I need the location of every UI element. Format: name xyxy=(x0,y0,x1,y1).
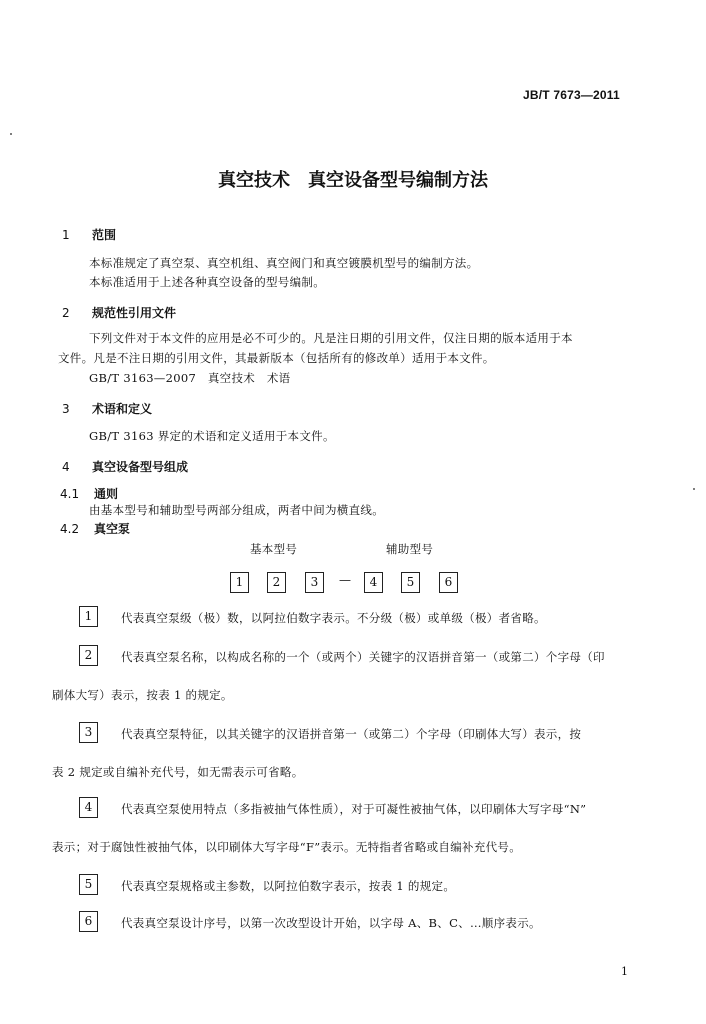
section-number: 4.2 xyxy=(60,522,80,536)
model-code-box: 4 xyxy=(364,572,383,593)
section-number: 3 xyxy=(62,402,70,416)
section-4-2-heading xyxy=(60,520,130,537)
item-number-box: 2 xyxy=(79,645,98,666)
item-description: 代表真空泵使用特点（多指被抽气体性质），对于可凝性被抽气体，以印刷体大写字母“N” xyxy=(121,802,587,816)
section-4-heading xyxy=(62,458,188,475)
basic-model-label: 基本型号 xyxy=(250,542,298,556)
paragraph: 本标准适用于上述各种真空设备的型号编制。 xyxy=(89,275,325,289)
section-number: 2 xyxy=(62,306,70,320)
paragraph: GB/T 3163 界定的术语和定义适用于本文件。 xyxy=(89,429,335,443)
page-title: 真空技术 真空设备型号编制方法 xyxy=(218,170,488,191)
item-number-box: 3 xyxy=(79,722,98,743)
section-title: 范围 xyxy=(92,228,117,242)
section-number: 4.1 xyxy=(60,487,80,501)
item-description: 代表真空泵名称，以构成名称的一个（或两个）关键字的汉语拼音第一（或第二）个字母（印 xyxy=(121,650,605,664)
scan-speck xyxy=(693,488,695,490)
section-1-heading xyxy=(62,226,116,243)
model-code-box: 6 xyxy=(439,572,458,593)
section-title: 术语和定义 xyxy=(92,402,153,416)
section-number: 4 xyxy=(62,460,70,474)
section-3-heading xyxy=(62,400,152,417)
normative-reference: GB/T 3163—2007 真空技术 术语 xyxy=(89,371,291,385)
item-number-box: 4 xyxy=(79,797,98,818)
standard-code: JB/T 7673—2011 xyxy=(523,88,620,102)
item-number-box: 5 xyxy=(79,874,98,895)
model-separator-dash: — xyxy=(339,573,351,587)
paragraph: 文件。凡是不注日期的引用文件，其最新版本（包括所有的修改单）适用于本文件。 xyxy=(58,351,495,365)
model-code-box: 2 xyxy=(267,572,286,593)
scan-speck xyxy=(10,133,12,135)
model-code-box: 1 xyxy=(230,572,249,593)
item-description: 代表真空泵特征，以其关键字的汉语拼音第一（或第二）个字母（印刷体大写）表示，按 xyxy=(121,727,582,741)
section-4-1-heading xyxy=(60,485,118,502)
section-2-heading xyxy=(62,304,176,321)
section-title: 真空设备型号组成 xyxy=(92,460,189,474)
paragraph: 由基本型号和辅助型号两部分组成，两者中间为横直线。 xyxy=(89,503,384,517)
paragraph: 下列文件对于本文件的应用是必不可少的。凡是注日期的引用文件，仅注日期的版本适用于本 xyxy=(89,331,573,345)
section-title: 真空泵 xyxy=(94,522,131,536)
item-description-continued: 刷体大写）表示，按表 1 的规定。 xyxy=(52,688,233,702)
item-description-continued: 表示；对于腐蚀性被抽气体，以印刷体大写字母“F”表示。无特指者省略或自编补充代号。 xyxy=(52,840,522,854)
page-number: 1 xyxy=(621,965,628,978)
item-description: 代表真空泵设计序号，以第一次改型设计开始，以字母 A、B、C、…顺序表示。 xyxy=(121,916,541,930)
auxiliary-model-label: 辅助型号 xyxy=(386,542,434,556)
section-number: 1 xyxy=(62,228,70,242)
item-description: 代表真空泵级（极）数，以阿拉伯数字表示。不分级（极）或单级（极）者省略。 xyxy=(121,611,546,625)
item-description: 代表真空泵规格或主参数，以阿拉伯数字表示，按表 1 的规定。 xyxy=(121,879,456,893)
item-description-continued: 表 2 规定或自编补充代号，如无需表示可省略。 xyxy=(52,765,304,779)
item-number-box: 6 xyxy=(79,911,98,932)
paragraph: 本标准规定了真空泵、真空机组、真空阀门和真空镀膜机型号的编制方法。 xyxy=(89,256,479,270)
model-code-box: 3 xyxy=(305,572,324,593)
model-code-box: 5 xyxy=(401,572,420,593)
item-number-box: 1 xyxy=(79,606,98,627)
section-title: 规范性引用文件 xyxy=(92,306,177,320)
section-title: 通则 xyxy=(94,487,119,501)
